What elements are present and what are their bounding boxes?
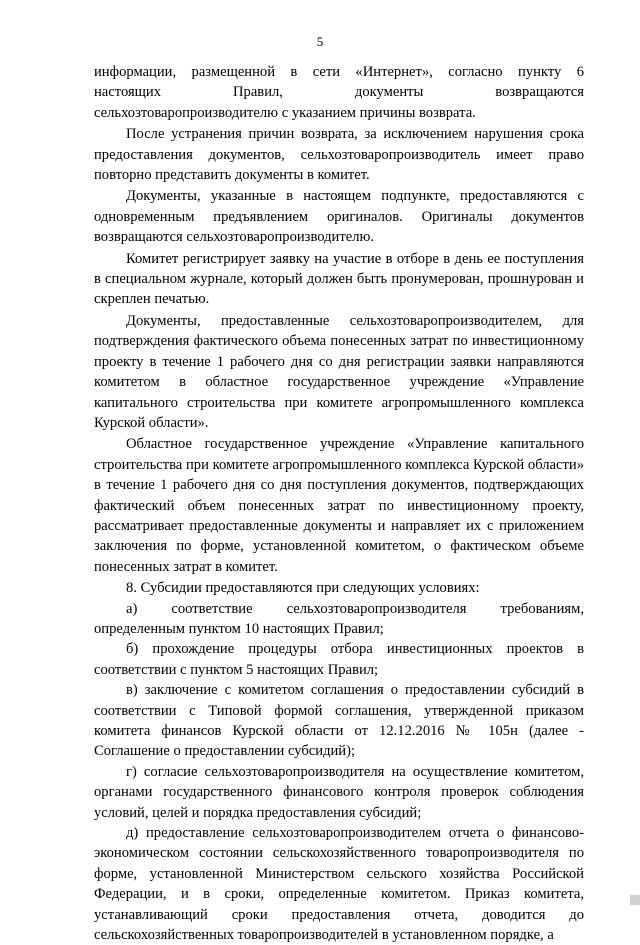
paragraph-conditions-heading: 8. Субсидии предоставляются при следующих условиях: — [126, 580, 480, 597]
condition-item-g: г) согласие сельхозтоваропроизводителя на осуществление комитетом, органами государственного финансового контроля проверок соблюдения условий, целей и порядка предоставления субсидий; — [94, 763, 584, 821]
corner-scan-mark — [630, 895, 640, 905]
paragraph-documents-forwarding: Документы, предоставленные сельхозтоваропроизводителем, для подтверждения фактического объема понесенных затрат по инвестиционному проекту в течение 1 рабочего дня со дня регистрации заявки направляются комитетом в областное государственное учреждение «Управление капитального строительства при комитете агропромышленного комплекса Курской области». — [94, 312, 584, 431]
paragraph-originals: Документы, указанные в настоящем подпункте, предоставляются с одновременным предъявлением оригиналов. Оригиналы документов возвращаются сельхозтоваропроизводителю. — [94, 188, 584, 246]
paragraph-registration: Комитет регистрирует заявку на участие в отборе в день ее поступления в специальном журнале, который должен быть пронумерован, прошнурован и скреплен печатью. — [94, 250, 584, 308]
paragraph-resubmission: После устранения причин возврата, за исключением нарушения срока предоставления документов, сельхозтоваропроизводитель имеет право повторно представить документы в комитет. — [94, 126, 584, 184]
paragraph-line: сельхозтоваропроизводителю с указанием причины возврата. — [94, 104, 476, 121]
page-number: 5 — [316, 34, 324, 49]
paragraph-line: настоящих Правил, документы возвращаются — [94, 84, 584, 101]
condition-item-b: б) прохождение процедуры отбора инвестиционных проектов в соответствии с пунктом 5 настоящих Правил; — [94, 641, 584, 678]
paragraph-line: информации, размещенной в сети «Интернет», согласно пункту 6 — [94, 64, 584, 80]
condition-item-v: в) заключение с комитетом соглашения о предоставлении субсидий в соответствии с Типовой формой соглашения, утвержденной приказом комитета финансов Курской области от 12.12.2016 № 105н (далее - Соглашение о предоставлении субсидий); — [94, 682, 584, 760]
condition-item-a: а) соответствие сельхозтоваропроизводителя требованиям, определенным пунктом 10 настоящих Правил; — [94, 600, 584, 637]
paragraph-construction-agency: Областное государственное учреждение «Управление капитального строительства при комитете агропромышленного комплекса Курской области» в течение 1 рабочего дня со дня поступления документов, подтверждающих фактический объем понесенных затрат по инвестиционному проекту, рассматривает предоставленные документы и направляет их с приложением заключения по форме, установленной комитетом, о фактическом объеме понесенных затрат в комитет. — [94, 436, 584, 575]
condition-item-d: д) предоставление сельхозтоваропроизводителем отчета о финансово-экономическом состоянии сельскохозяйственного товаропроизводителя по форме, установленной Министерством сельского хозяйства Российской Федерации, и в сроки, определенные комитетом. Приказ комитета, устанавливающий сроки предоставления отчета, доводится до сельскохозяйственных товаропроизводителей в установленном порядке, а — [94, 825, 584, 944]
document-body — [94, 62, 584, 945]
paragraph-continuation — [94, 62, 584, 123]
